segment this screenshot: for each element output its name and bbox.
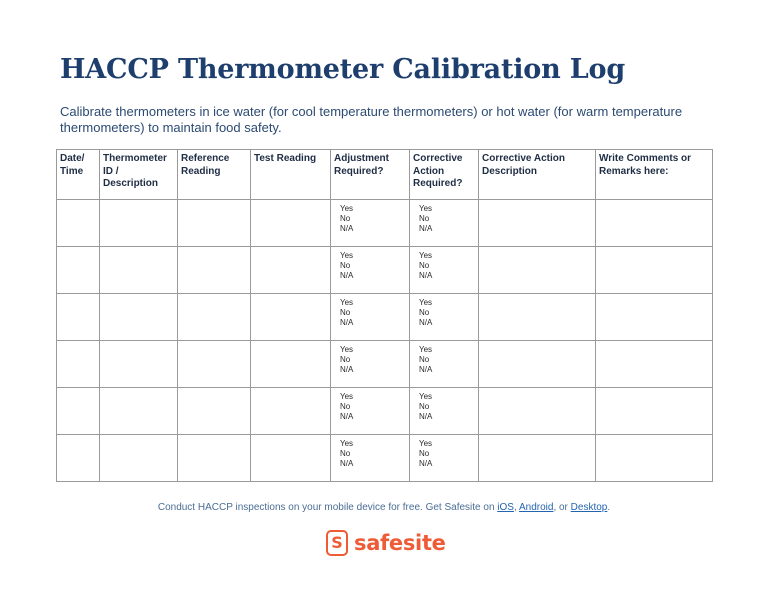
table-cell[interactable] [596, 294, 713, 341]
column-header: Corrective Action Required? [410, 150, 479, 200]
table-cell[interactable] [410, 294, 479, 341]
option-list [331, 200, 409, 234]
option-list [331, 388, 409, 422]
ios-link[interactable]: iOS [497, 502, 514, 513]
option-label[interactable]: N/A [419, 271, 433, 280]
option-label[interactable]: Yes [340, 345, 354, 354]
table-cell[interactable] [596, 200, 713, 247]
table-cell[interactable] [178, 388, 251, 435]
table-cell[interactable] [331, 200, 410, 247]
option-label[interactable]: No [419, 214, 430, 223]
table-cell[interactable] [596, 435, 713, 482]
table-cell[interactable] [479, 388, 596, 435]
option-label[interactable]: Yes [419, 251, 433, 260]
table-row [57, 388, 713, 435]
option-label[interactable]: Yes [340, 298, 354, 307]
option-label[interactable]: N/A [419, 318, 433, 327]
option-label[interactable]: No [340, 308, 351, 317]
table-cell[interactable] [251, 247, 331, 294]
table-cell[interactable] [178, 294, 251, 341]
log-body [57, 200, 713, 482]
option-list [331, 435, 409, 469]
table-cell[interactable] [479, 435, 596, 482]
intro-text: Calibrate thermometers in ice water (for cool temperature thermometers) or hot water (for warm temperature thermometers) to maintain food safety. [60, 104, 683, 135]
option-list [410, 388, 478, 422]
option-list [410, 294, 478, 328]
table-cell[interactable] [251, 294, 331, 341]
option-label[interactable]: N/A [340, 318, 354, 327]
option-label[interactable]: No [340, 402, 351, 411]
table-cell[interactable] [100, 294, 178, 341]
table-cell[interactable] [410, 388, 479, 435]
option-list [331, 294, 409, 328]
option-label[interactable]: Yes [419, 204, 433, 213]
column-header: Adjustment Required? [331, 150, 410, 200]
option-label[interactable]: No [419, 308, 430, 317]
column-header: Write Comments or Remarks here: [596, 150, 713, 200]
table-cell[interactable] [331, 435, 410, 482]
table-cell[interactable] [251, 200, 331, 247]
option-label[interactable]: Yes [419, 439, 433, 448]
footer-note [0, 502, 768, 513]
option-list [410, 200, 478, 234]
table-cell[interactable] [57, 341, 100, 388]
option-list [410, 341, 478, 375]
option-label[interactable]: No [419, 402, 430, 411]
option-label[interactable]: N/A [340, 224, 354, 233]
option-label[interactable]: No [419, 355, 430, 364]
option-label[interactable]: Yes [340, 439, 354, 448]
table-cell[interactable] [331, 341, 410, 388]
table-cell[interactable] [57, 294, 100, 341]
header-row [57, 150, 713, 200]
table-cell[interactable] [251, 341, 331, 388]
column-header: Corrective Action Description [479, 150, 596, 200]
option-label[interactable]: No [340, 214, 351, 223]
option-label[interactable]: No [419, 449, 430, 458]
table-cell[interactable] [100, 435, 178, 482]
page-title: HACCP Thermometer Calibration Log [60, 54, 626, 85]
option-label[interactable]: No [340, 449, 351, 458]
footer-period: . [607, 502, 611, 513]
table-cell[interactable] [100, 247, 178, 294]
column-header: Test Reading [251, 150, 331, 200]
table-cell[interactable] [331, 247, 410, 294]
table-row [57, 247, 713, 294]
column-header: Date/ Time [57, 150, 100, 200]
option-list [410, 435, 478, 469]
option-label[interactable]: Yes [419, 345, 433, 354]
safesite-logo-icon: S [326, 530, 348, 556]
table-cell[interactable] [331, 294, 410, 341]
option-label[interactable]: N/A [340, 412, 354, 421]
option-label[interactable]: No [340, 261, 351, 270]
table-row [57, 435, 713, 482]
table-cell[interactable] [410, 341, 479, 388]
table-cell[interactable] [178, 341, 251, 388]
table-cell[interactable] [410, 247, 479, 294]
footer-text: Conduct HACCP inspections on your mobile device for free. Get Safesite on [157, 502, 498, 513]
option-label[interactable]: N/A [340, 459, 354, 468]
column-header: Thermometer ID / Description [100, 150, 178, 200]
option-label[interactable]: N/A [419, 224, 433, 233]
option-list [410, 247, 478, 281]
table-row [57, 294, 713, 341]
table-cell[interactable] [410, 435, 479, 482]
calibration-log-table [56, 149, 713, 482]
table-cell[interactable] [596, 247, 713, 294]
option-label[interactable]: N/A [340, 271, 354, 280]
option-label[interactable]: Yes [340, 204, 354, 213]
table-cell[interactable] [251, 388, 331, 435]
footer-separator: , or [553, 502, 571, 513]
table-cell[interactable] [331, 388, 410, 435]
table-row [57, 341, 713, 388]
option-label[interactable]: N/A [419, 412, 433, 421]
safesite-logo [326, 530, 446, 556]
option-label[interactable]: No [340, 355, 351, 364]
footer-separator: , [513, 502, 519, 513]
table-cell[interactable] [479, 247, 596, 294]
table-cell[interactable] [178, 200, 251, 247]
table-cell[interactable] [596, 388, 713, 435]
table-cell[interactable] [57, 247, 100, 294]
table-cell[interactable] [100, 200, 178, 247]
table-cell[interactable] [100, 341, 178, 388]
table-cell[interactable] [410, 200, 479, 247]
android-link[interactable]: Android [518, 502, 554, 513]
option-label[interactable]: Yes [419, 392, 433, 401]
option-label[interactable]: No [419, 261, 430, 270]
desktop-link[interactable]: Desktop [570, 502, 608, 513]
table-cell[interactable] [57, 388, 100, 435]
safesite-logo-text: safesite [354, 531, 446, 555]
table-cell[interactable] [100, 388, 178, 435]
table-cell[interactable] [178, 247, 251, 294]
table-cell[interactable] [479, 341, 596, 388]
table-cell[interactable] [251, 435, 331, 482]
table-cell[interactable] [596, 341, 713, 388]
option-label[interactable]: Yes [340, 392, 354, 401]
option-label[interactable]: N/A [419, 459, 433, 468]
table-row [57, 200, 713, 247]
option-label[interactable]: Yes [419, 298, 433, 307]
table-cell[interactable] [479, 200, 596, 247]
column-header: Reference Reading [178, 150, 251, 200]
option-label[interactable]: Yes [340, 251, 354, 260]
table-cell[interactable] [178, 435, 251, 482]
option-list [331, 247, 409, 281]
table-cell[interactable] [57, 200, 100, 247]
option-list [331, 341, 409, 375]
option-label[interactable]: N/A [419, 365, 433, 374]
table-cell[interactable] [57, 435, 100, 482]
option-label[interactable]: N/A [340, 365, 354, 374]
table-cell[interactable] [479, 294, 596, 341]
